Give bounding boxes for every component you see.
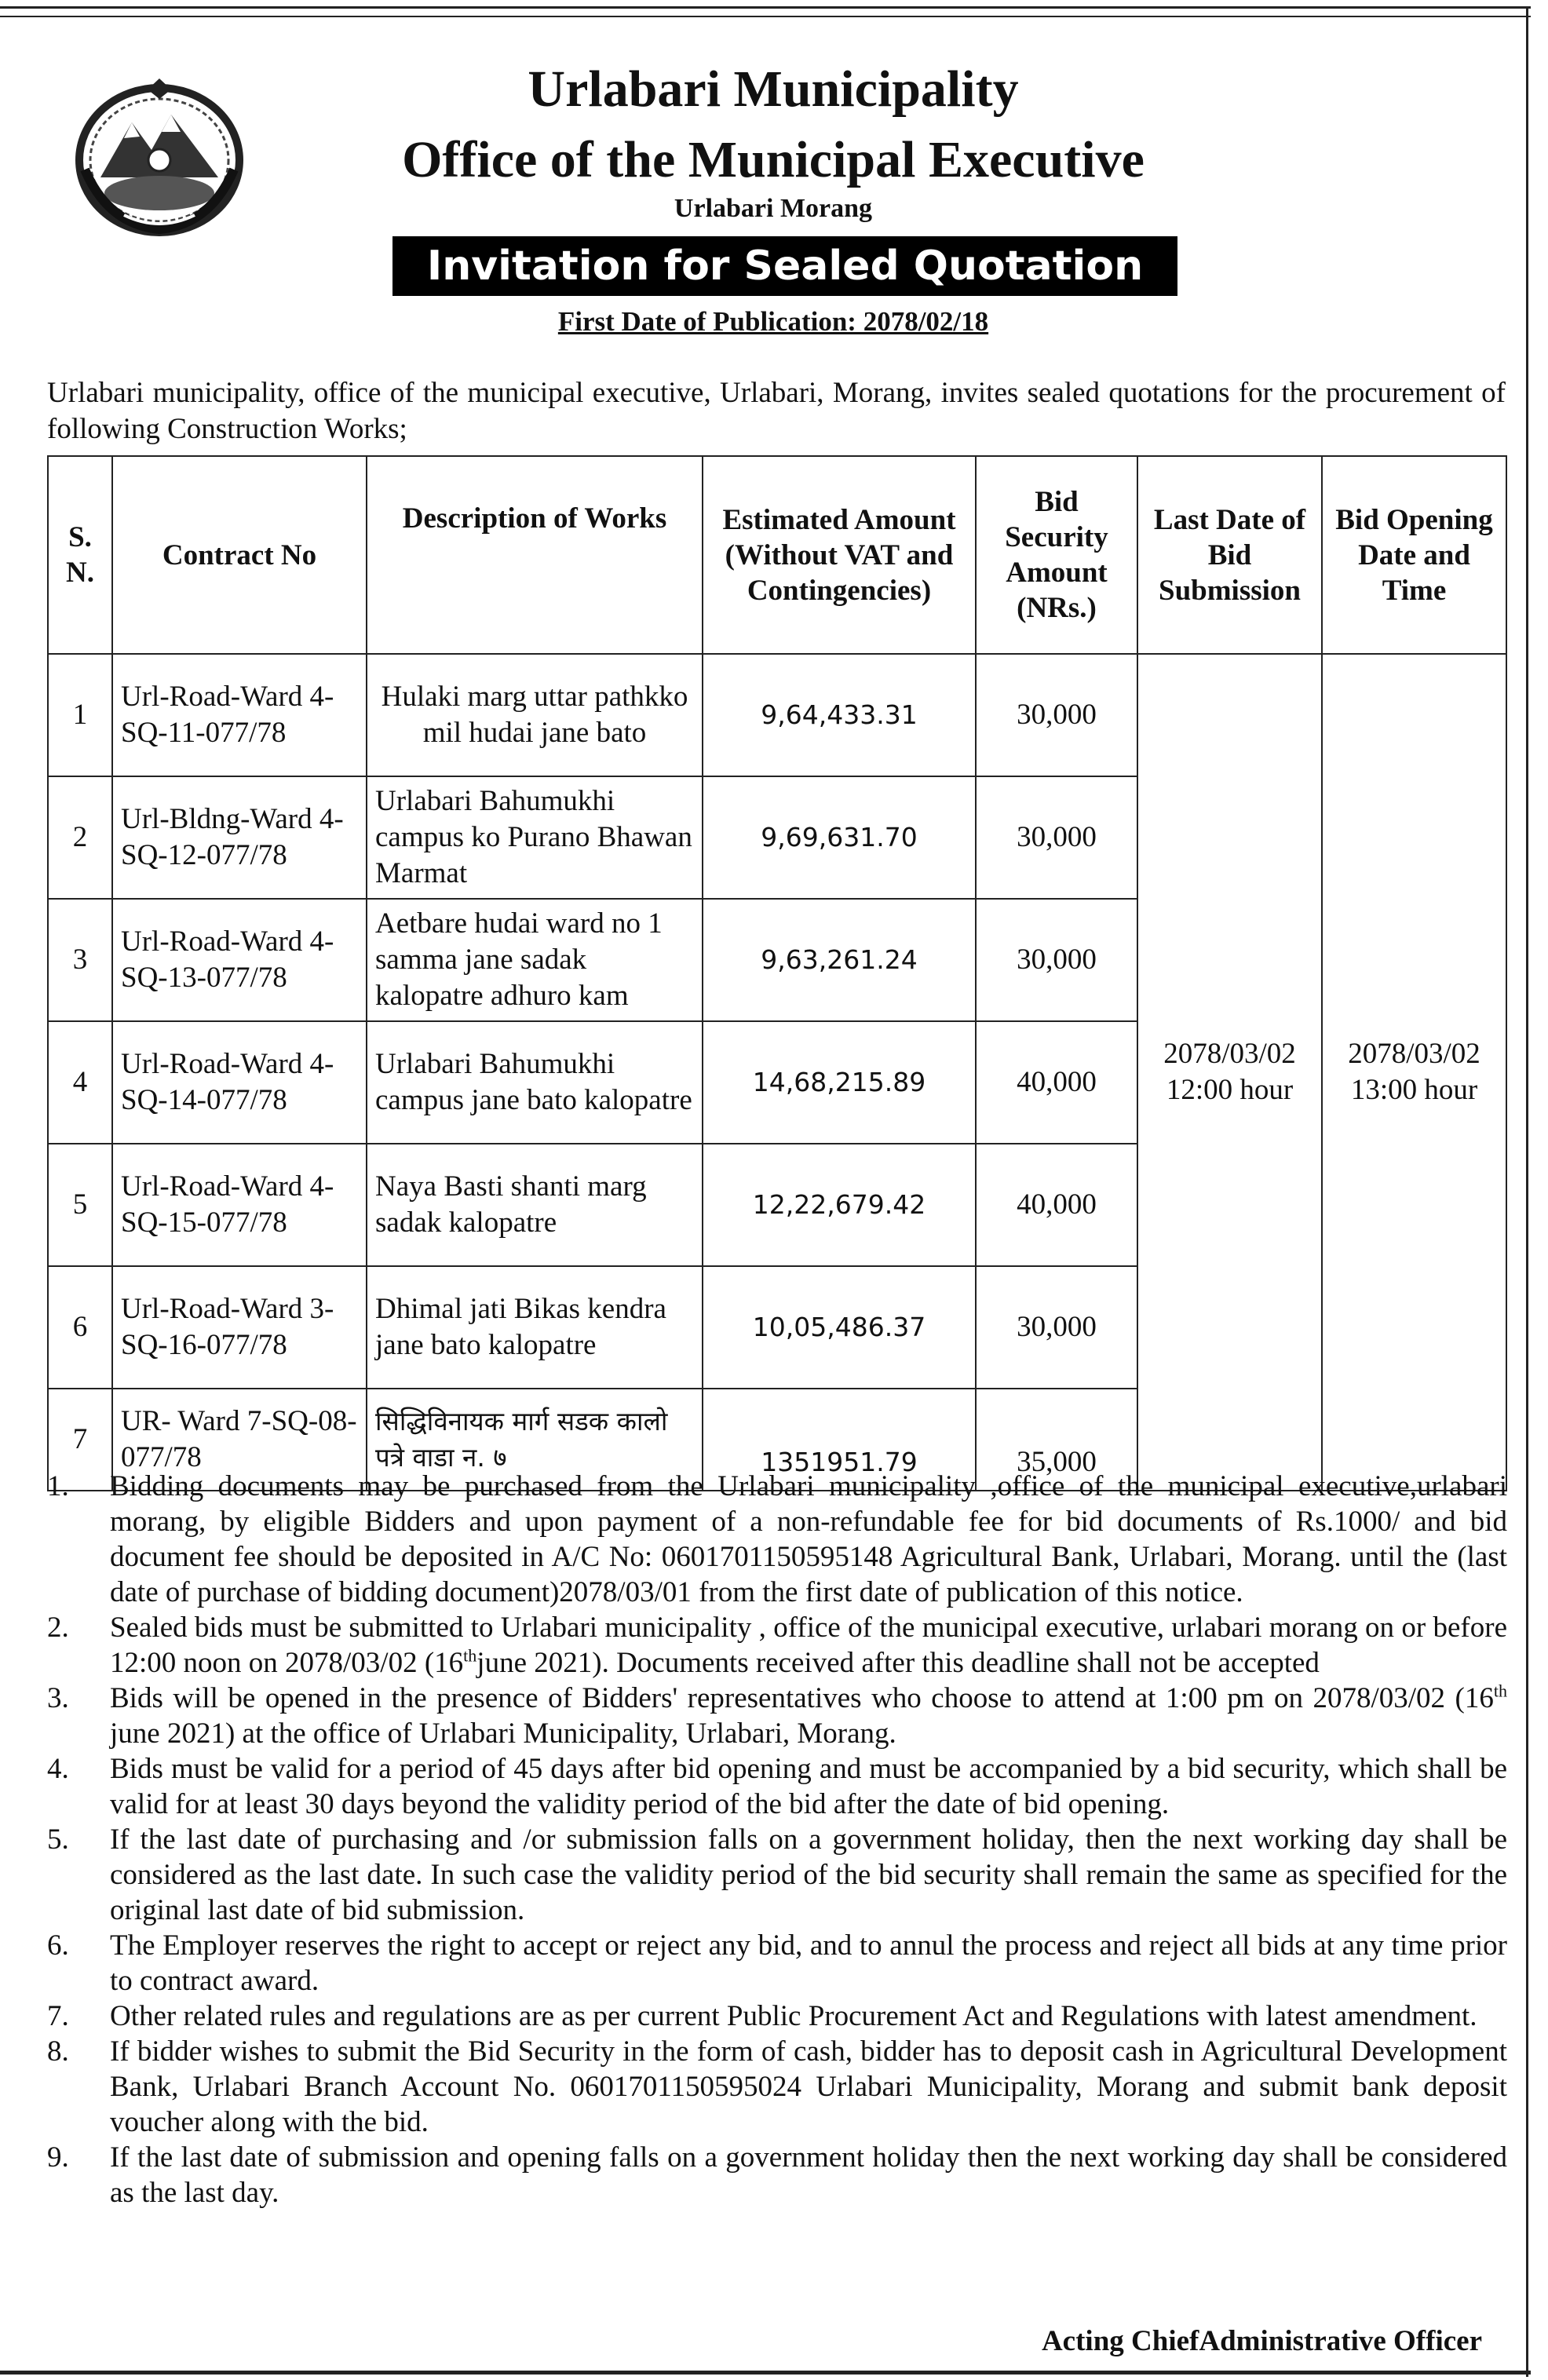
row-bid-security: 30,000 xyxy=(976,776,1137,899)
term-number: 8. xyxy=(47,2035,69,2068)
row-bid-security: 40,000 xyxy=(976,1021,1137,1144)
row-sn: 3 xyxy=(48,899,112,1021)
term-text: Bids must be valid for a period of 45 days after bid opening and must be accompanied by a bid security, which shall be valid for at least 30 days beyond the validity period of the bid after the date of bid opening. xyxy=(110,1753,1507,1820)
term-item xyxy=(47,1999,1507,2034)
row-description: Hulaki marg uttar pathkko mil hudai jane bato xyxy=(367,654,703,776)
row-sn: 1 xyxy=(48,654,112,776)
term-text: If bidder wishes to submit the Bid Security in the form of cash, bidder has to deposit cash in Agricultural Development Bank, Urlabari Branch Account No. 0601701150595024 Urlabari Municipality, Morang and submit bank deposit voucher along with the bid. xyxy=(110,2035,1507,2138)
term-superscript: th xyxy=(1493,1681,1507,1701)
term-text: If the last date of submission and opening falls on a government holiday then the next working day shall be considered as the last day. xyxy=(110,2141,1507,2209)
table-header-row xyxy=(48,456,1506,654)
term-superscript: th xyxy=(463,1645,477,1666)
row-bid-security: 35,000 xyxy=(976,1389,1137,1491)
right-rule xyxy=(1526,6,1528,2377)
term-item xyxy=(47,2140,1507,2210)
row-estimated-amount: 12,22,679.42 xyxy=(703,1144,976,1266)
row-description: Aetbare hudai ward no 1 samma jane sadak kalopatre adhuro kam xyxy=(367,899,703,1021)
row-description: Urlabari Bahumukhi campus ko Purano Bhawan Marmat xyxy=(367,776,703,899)
term-item xyxy=(47,1469,1507,1610)
header-description: Description of Works xyxy=(367,456,703,654)
last-date-cell xyxy=(1137,654,1322,1491)
office-name: Office of the Municipal Executive xyxy=(402,131,1145,188)
last-time: 12:00 hour xyxy=(1166,1074,1294,1106)
municipality-name: Urlabari Municipality xyxy=(528,60,1019,118)
row-estimated-amount: 1351951.79 xyxy=(703,1389,976,1491)
row-contract-no: Url-Road-Ward 4-SQ-14-077/78 xyxy=(112,1021,367,1144)
row-sn: 7 xyxy=(48,1389,112,1491)
publication-date-text: First Date of Publication: 2078/02/18 xyxy=(557,306,989,337)
term-item xyxy=(47,1822,1507,1928)
row-contract-no: Url-Road-Ward 4-SQ-15-077/78 xyxy=(112,1144,367,1266)
last-date: 2078/03/02 xyxy=(1163,1038,1296,1070)
term-text: The Employer reserves the right to accept or reject any bid, and to annul the process and reject all bids at any time prior to contract award. xyxy=(110,1929,1507,1997)
opening-date-cell xyxy=(1322,654,1506,1491)
row-estimated-amount: 9,69,631.70 xyxy=(703,776,976,899)
term-number: 5. xyxy=(47,1823,69,1856)
terms-list xyxy=(47,1469,1507,2210)
row-sn: 5 xyxy=(48,1144,112,1266)
row-estimated-amount: 14,68,215.89 xyxy=(703,1021,976,1144)
term-number: 3. xyxy=(47,1682,69,1714)
term-text: Other related rules and regulations are as per current Public Procurement Act and Regulations with latest amendment. xyxy=(110,2000,1477,2032)
row-sn: 2 xyxy=(48,776,112,899)
term-number: 2. xyxy=(47,1612,69,1644)
publication-date xyxy=(31,305,1515,339)
row-contract-no: Url-Bldng-Ward 4-SQ-12-077/78 xyxy=(112,776,367,899)
term-text: Bids will be opened in the presence of Bidders' representatives who choose to attend at 1:00 pm on 2078/03/02 (16 xyxy=(110,1682,1494,1714)
row-description: Dhimal jati Bikas kendra jane bato kalopatre xyxy=(367,1266,703,1389)
row-estimated-amount: 9,63,261.24 xyxy=(703,899,976,1021)
term-text: Sealed bids must be submitted to Urlabari municipality , office of the municipal executive, urlabari morang on or before 12:00 noon on 2078/03/02 (16 xyxy=(110,1612,1507,1679)
header-bid-security: Bid Security Amount (NRs.) xyxy=(976,456,1137,654)
row-contract-no: UR- Ward 7-SQ-08-077/78 xyxy=(112,1389,367,1491)
header-contract: Contract No xyxy=(112,456,367,654)
row-contract-no: Url-Road-Ward 4-SQ-13-077/78 xyxy=(112,899,367,1021)
opening-time: 13:00 hour xyxy=(1350,1074,1478,1106)
term-number: 1. xyxy=(47,1470,69,1502)
row-bid-security: 30,000 xyxy=(976,899,1137,1021)
term-item xyxy=(47,1751,1507,1822)
term-number: 9. xyxy=(47,2141,69,2174)
term-item xyxy=(47,2034,1507,2140)
works-table xyxy=(47,455,1507,1491)
term-text-cont: june 2021). Documents received after this deadline shall not be accepted xyxy=(476,1647,1320,1679)
top-rule-2 xyxy=(0,16,1531,17)
top-rule xyxy=(0,6,1531,9)
row-sn: 6 xyxy=(48,1266,112,1389)
opening-date: 2078/03/02 xyxy=(1348,1038,1480,1070)
term-number: 7. xyxy=(47,2000,69,2032)
header-sn: S. N. xyxy=(48,456,112,654)
signature-title: Acting ChiefAdministrative Officer xyxy=(1041,2325,1482,2357)
table-row xyxy=(48,654,1506,776)
header-estimated-amount: Estimated Amount (Without VAT and Contingencies) xyxy=(703,456,976,654)
row-description: Naya Basti shanti marg sadak kalopatre xyxy=(367,1144,703,1266)
term-text: Bidding documents may be purchased from the Urlabari municipality ,office of the municipal executive,urlabari morang, by eligible Bidders and upon payment of a non-refundable fee for bid documents of Rs.1000/ and bid document fee should be deposited in A/C No: 0601701150595148 Agricultural Bank, Urlabari, Morang. until the (last date of purchase of bidding document)2078/03/01 from the first date of publication of this notice. xyxy=(110,1470,1507,1608)
row-description: Urlabari Bahumukhi campus jane bato kalopatre xyxy=(367,1021,703,1144)
row-contract-no: Url-Road-Ward 3-SQ-16-077/78 xyxy=(112,1266,367,1389)
intro-paragraph: Urlabari municipality, office of the municipal executive, Urlabari, Morang, invites sealed quotations for the procurement of following Construction Works; xyxy=(47,377,1506,445)
header-opening-date: Bid Opening Date and Time xyxy=(1322,456,1506,654)
office-location: Urlabari Morang xyxy=(674,194,873,223)
term-item xyxy=(47,1610,1507,1681)
row-bid-security: 30,000 xyxy=(976,1266,1137,1389)
term-item xyxy=(47,1681,1507,1751)
term-number: 4. xyxy=(47,1753,69,1785)
term-text: If the last date of purchasing and /or submission falls on a government holiday, then the next working day shall be considered as the last date. In such case the validity period of the bid security shall remain the same as specified for the original last date of bid submission. xyxy=(110,1823,1507,1926)
row-estimated-amount: 10,05,486.37 xyxy=(703,1266,976,1389)
notice xyxy=(31,20,1515,2367)
row-contract-no: Url-Road-Ward 4-SQ-11-077/78 xyxy=(112,654,367,776)
bottom-rule xyxy=(0,2371,1531,2375)
term-text-cont: june 2021) at the office of Urlabari Municipality, Urlabari, Morang. xyxy=(110,1717,896,1750)
row-sn: 4 xyxy=(48,1021,112,1144)
row-bid-security: 30,000 xyxy=(976,654,1137,776)
row-description: सिद्धिविनायक मार्ग सडक कालो पत्रे वाडा न. ७ xyxy=(367,1389,703,1491)
notice-title-banner: Invitation for Sealed Quotation xyxy=(392,236,1177,296)
row-estimated-amount: 9,64,433.31 xyxy=(703,654,976,776)
header-last-date: Last Date of Bid Submission xyxy=(1137,456,1322,654)
row-bid-security: 40,000 xyxy=(976,1144,1137,1266)
term-number: 6. xyxy=(47,1929,69,1962)
term-item xyxy=(47,1928,1507,1999)
